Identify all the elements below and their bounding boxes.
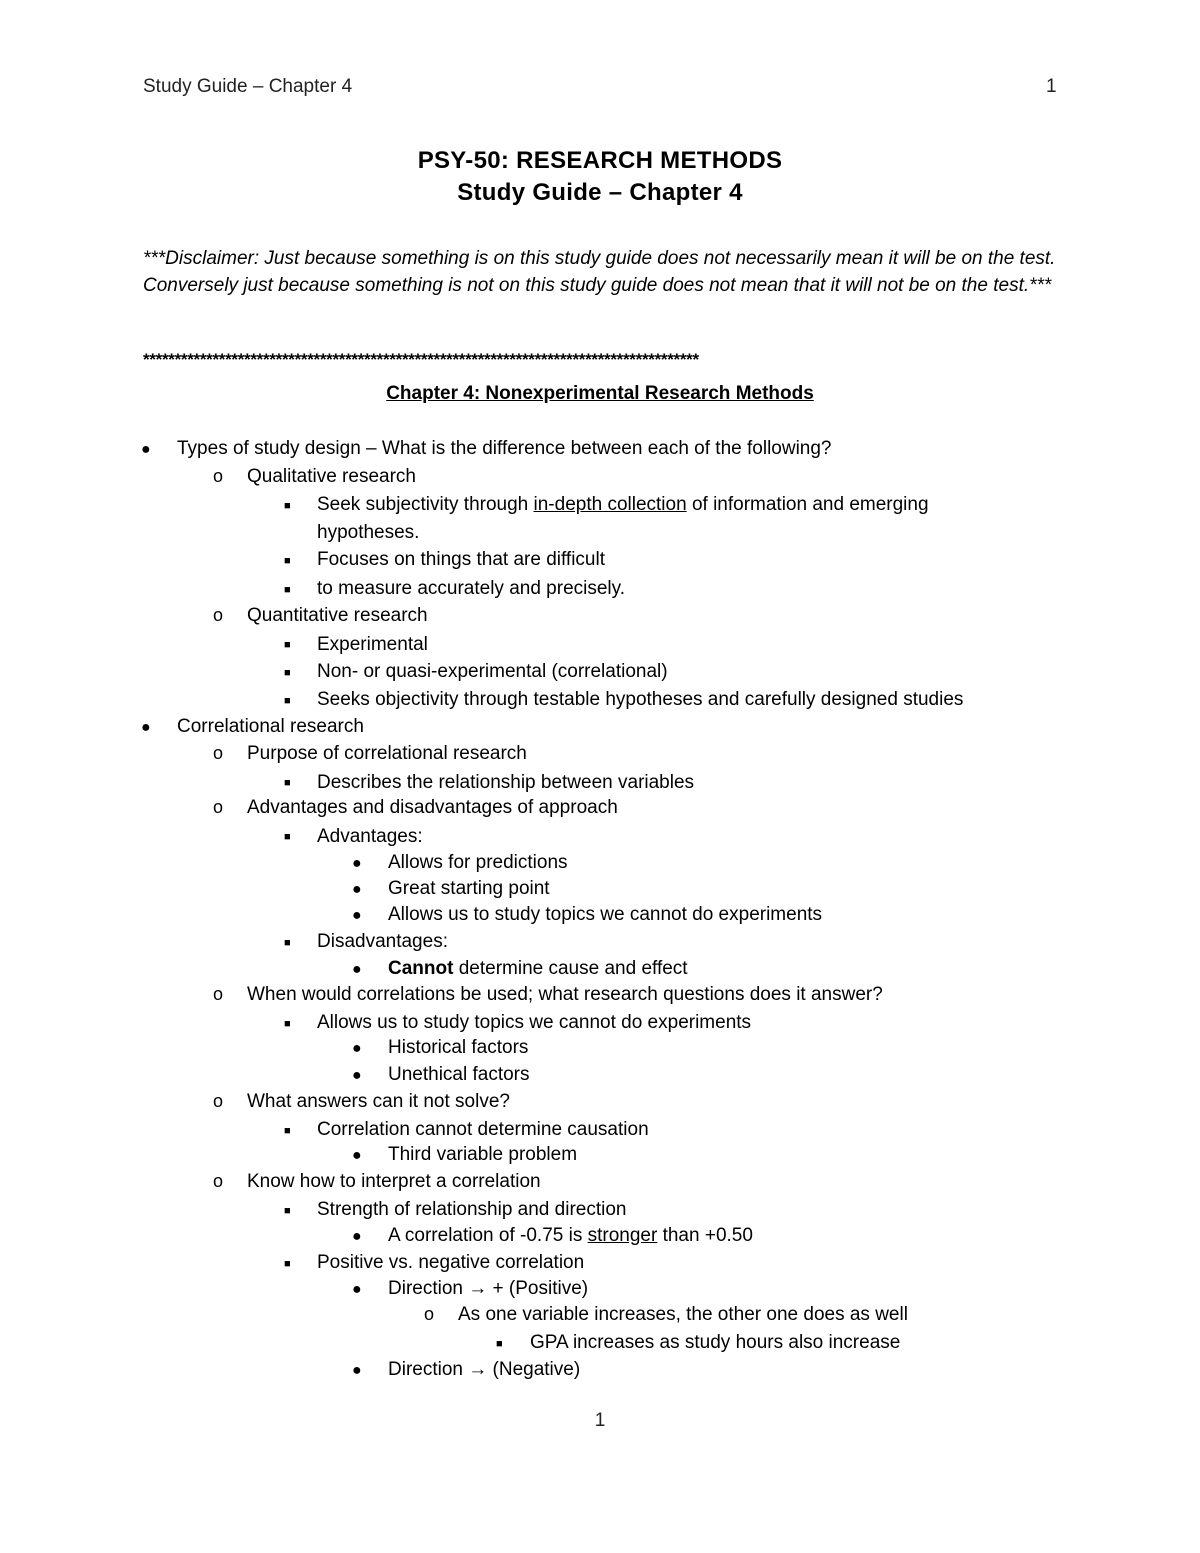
list-item: Types of study design – What is the difference between each of the following?: [177, 438, 832, 459]
list-item: Great starting point: [388, 878, 550, 899]
bullet-square-icon: ■: [284, 584, 291, 596]
list-item-text: determine cause and effect: [453, 958, 688, 979]
bullet-square-icon: ■: [284, 667, 291, 679]
list-item: Allows us to study topics we cannot do experiments: [388, 904, 823, 925]
list-item: [388, 1225, 753, 1247]
course-title: PSY-50: RESEARCH METHODS: [417, 147, 783, 174]
bullet-dot-icon: ●: [352, 855, 362, 872]
list-item-text: A correlation of -0.75 is: [388, 1225, 588, 1246]
list-item-continuation: hypotheses.: [317, 522, 420, 543]
list-item: Advantages and disadvantages of approach: [247, 797, 618, 818]
list-item: As one variable increases, the other one does as well: [458, 1304, 908, 1325]
list-item: Describes the relationship between variables: [317, 772, 695, 793]
bullet-circle-icon: o: [213, 1171, 224, 1191]
bullet-dot-icon: ●: [352, 1362, 362, 1379]
list-item: [317, 494, 929, 516]
bullet-square-icon: ■: [284, 777, 291, 789]
bullet-dot-icon: ●: [352, 907, 362, 924]
list-item: Quantitative research: [247, 605, 428, 626]
list-item: Disadvantages:: [317, 931, 448, 952]
bullet-dot-icon: ●: [352, 881, 362, 898]
list-item: Know how to interpret a correlation: [247, 1171, 541, 1192]
list-item: Direction → + (Positive): [388, 1278, 589, 1299]
bullet-dot-icon: ●: [141, 441, 151, 458]
list-item: Correlation cannot determine causation: [317, 1119, 649, 1140]
list-item: [388, 958, 688, 980]
list-item: Unethical factors: [388, 1064, 530, 1085]
bullet-dot-icon: ●: [352, 1228, 362, 1245]
bullet-square-icon: ■: [284, 639, 291, 651]
list-item-text: Seek subjectivity through: [317, 494, 534, 515]
list-item: Allows us to study topics we cannot do experiments: [317, 1012, 752, 1033]
list-item: Seeks objectivity through testable hypotheses and carefully designed studies: [317, 689, 964, 710]
bullet-dot-icon: ●: [352, 1147, 362, 1164]
running-header-title: Study Guide – Chapter 4: [143, 76, 353, 97]
bullet-square-icon: ■: [284, 555, 291, 567]
footer-page-number: 1: [594, 1410, 606, 1431]
running-header-page-number: 1: [1046, 76, 1057, 97]
list-item-text: of information and emerging: [686, 494, 929, 515]
bullet-square-icon: ■: [496, 1338, 503, 1350]
bullet-square-icon: ■: [284, 1205, 291, 1217]
bullet-dot-icon: ●: [352, 1281, 362, 1298]
list-item: Historical factors: [388, 1037, 529, 1058]
bullet-dot-icon: ●: [352, 1067, 362, 1084]
chapter-heading: Chapter 4: Nonexperimental Research Methods: [386, 383, 814, 404]
list-item: to measure accurately and precisely.: [317, 578, 626, 599]
bullet-circle-icon: o: [213, 797, 224, 817]
list-item: Focuses on things that are difficult: [317, 549, 605, 570]
bullet-square-icon: ■: [284, 831, 291, 843]
bullet-dot-icon: ●: [141, 719, 151, 736]
bullet-circle-icon: o: [213, 984, 224, 1004]
guide-title: Study Guide – Chapter 4: [457, 179, 743, 206]
list-item: Positive vs. negative correlation: [317, 1252, 585, 1273]
bullet-square-icon: ■: [284, 1258, 291, 1270]
list-item: Direction → (Negative): [388, 1359, 581, 1380]
list-item: Third variable problem: [388, 1144, 578, 1165]
bullet-circle-icon: o: [213, 1091, 224, 1111]
bullet-square-icon: ■: [284, 695, 291, 707]
underlined-text: in-depth collection: [533, 494, 687, 515]
list-item: Purpose of correlational research: [247, 743, 527, 764]
underlined-text: stronger: [587, 1225, 658, 1246]
separator-line: ****************************************************************************************: [143, 350, 699, 369]
list-item: GPA increases as study hours also increase: [530, 1332, 901, 1353]
list-item: Experimental: [317, 634, 428, 655]
list-item: Non- or quasi-experimental (correlational): [317, 661, 668, 682]
bullet-circle-icon: o: [213, 605, 224, 625]
bullet-square-icon: ■: [284, 937, 291, 949]
list-item: Advantages:: [317, 826, 423, 847]
list-item: Strength of relationship and direction: [317, 1199, 627, 1220]
list-item-text: than +0.50: [657, 1225, 753, 1246]
list-item: When would correlations be used; what research questions does it answer?: [247, 984, 883, 1005]
bullet-square-icon: ■: [284, 1018, 291, 1030]
list-item: What answers can it not solve?: [247, 1091, 510, 1112]
list-item: Allows for predictions: [388, 852, 568, 873]
bullet-circle-icon: o: [424, 1304, 435, 1324]
bullet-square-icon: ■: [284, 500, 291, 512]
bold-text: Cannot: [388, 958, 454, 979]
bullet-dot-icon: ●: [352, 1040, 362, 1057]
bullet-dot-icon: ●: [352, 961, 362, 978]
disclaimer: ***Disclaimer: Just because something is on this study guide does not necessarily mean it will be on the test. Conversely just because something is not on this study guide does not mean that it will not be on the test.***: [143, 248, 1056, 296]
list-item: Qualitative research: [247, 466, 416, 487]
bullet-square-icon: ■: [284, 1125, 291, 1137]
list-item: Correlational research: [177, 716, 364, 737]
bullet-circle-icon: o: [213, 466, 224, 486]
bullet-circle-icon: o: [213, 743, 224, 763]
